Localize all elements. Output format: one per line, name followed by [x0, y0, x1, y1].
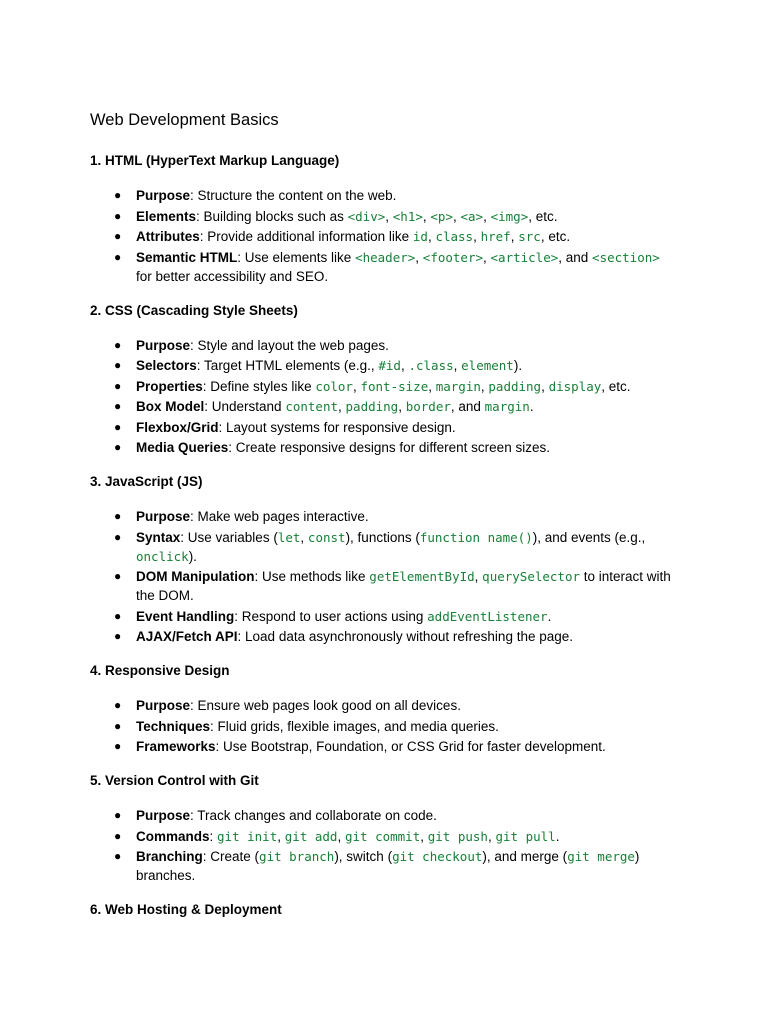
bullet-list — [90, 186, 678, 286]
section-heading: 6. Web Hosting & Deployment — [90, 902, 282, 917]
code-snippet: margin — [484, 399, 530, 414]
code-snippet: margin — [435, 378, 481, 394]
item-text: : Define styles like — [202, 378, 316, 394]
code-snippet: href — [480, 229, 511, 244]
code-snippet: git pull — [495, 828, 556, 844]
item-text: , — [483, 208, 491, 224]
term-label: Purpose — [136, 337, 191, 353]
bullet-icon: ● — [114, 529, 122, 544]
section-heading: 5. Version Control with Git — [90, 773, 259, 788]
code-snippet: querySelector — [482, 569, 581, 584]
code-snippet: <footer> — [422, 249, 484, 265]
bullet-icon: ● — [114, 739, 122, 753]
code-snippet: #id — [378, 358, 401, 373]
item-text: , — [480, 378, 489, 394]
term-label: Frameworks — [136, 739, 216, 754]
bullet-icon: ● — [114, 358, 122, 372]
item-text: , — [474, 569, 483, 584]
bullet-icon: ● — [114, 208, 122, 223]
item-text: ). — [513, 358, 523, 373]
code-snippet: <img> — [490, 208, 529, 224]
item-text: ), and merge ( — [482, 849, 568, 864]
bullet-icon: ● — [114, 337, 122, 352]
code-snippet: <p> — [430, 208, 453, 224]
item-text: , — [453, 358, 462, 373]
list-item — [90, 806, 678, 825]
code-snippet: git push — [427, 828, 488, 844]
code-snippet: git init — [217, 828, 278, 844]
item-text: , — [487, 828, 496, 844]
item-text: , etc. — [601, 378, 631, 394]
code-snippet: const — [307, 529, 346, 545]
code-snippet: <header> — [355, 249, 416, 265]
list-item — [90, 356, 678, 375]
code-snippet: function name() — [419, 529, 533, 545]
list-item — [90, 227, 678, 246]
item-text: : — [209, 828, 218, 844]
item-text: , — [510, 229, 519, 244]
code-snippet: padding — [488, 378, 542, 394]
code-snippet: git branch — [259, 849, 335, 864]
code-snippet: addEventListener — [427, 608, 548, 624]
item-text: to interact with the DOM. — [136, 569, 671, 603]
term-label: Flexbox/Grid — [136, 419, 219, 435]
item-text: , — [400, 358, 409, 373]
item-text: for better accessibility and SEO. — [136, 268, 329, 284]
item-text: : Create responsive designs for different screen sizes. — [228, 440, 550, 455]
item-text: , — [338, 399, 346, 414]
list-item — [90, 397, 678, 416]
code-snippet: border — [405, 399, 451, 414]
bullet-icon: ● — [114, 698, 122, 712]
term-label: Syntax — [136, 529, 181, 545]
bullet-icon: ● — [114, 229, 122, 243]
bullet-icon: ● — [114, 249, 122, 264]
code-snippet: <h1> — [392, 208, 423, 224]
document-title: Web Development Basics — [90, 111, 279, 129]
item-text: ), and events (e.g., — [532, 529, 646, 545]
list-item — [90, 207, 678, 226]
bullet-icon: ● — [114, 629, 122, 643]
code-snippet: <div> — [347, 208, 386, 224]
item-text: : Load data asynchronously without refreshing the page. — [237, 629, 574, 644]
item-text: : Style and layout the web pages. — [190, 337, 389, 353]
term-label: Purpose — [136, 698, 191, 713]
item-text: , etc. — [540, 229, 571, 244]
term-label: Properties — [136, 378, 203, 394]
item-text: . — [547, 608, 552, 624]
code-snippet: content — [285, 399, 338, 414]
item-text: , — [422, 208, 431, 224]
item-text: : Respond to user actions using — [234, 608, 428, 624]
code-snippet: class — [435, 229, 474, 244]
term-label: Elements — [136, 208, 197, 224]
list-item — [90, 847, 678, 885]
term-label: AJAX/Fetch API — [136, 629, 238, 644]
item-text: , — [352, 378, 361, 394]
bullet-icon: ● — [114, 399, 122, 413]
list-item — [90, 248, 678, 286]
code-snippet: color — [315, 378, 353, 394]
code-snippet: display — [548, 378, 602, 394]
code-snippet: let — [277, 529, 301, 545]
term-label: Media Queries — [136, 440, 229, 455]
item-text: , etc. — [528, 208, 558, 224]
term-label: Purpose — [136, 188, 191, 203]
item-text: : Understand — [204, 399, 286, 414]
term-label: Attributes — [136, 229, 200, 244]
list-item — [90, 607, 678, 626]
code-snippet: .class — [408, 358, 454, 373]
bullet-list — [90, 507, 678, 646]
section-heading: 4. Responsive Design — [90, 663, 230, 678]
item-text: , — [300, 529, 308, 545]
bullet-icon: ● — [114, 509, 122, 523]
list-item — [90, 438, 678, 457]
list-item — [90, 696, 678, 715]
document-body — [90, 152, 678, 919]
code-snippet: <section> — [592, 249, 660, 265]
item-text: , — [277, 828, 285, 844]
section-heading: 1. HTML (HyperText Markup Language) — [90, 153, 340, 168]
list-item — [90, 528, 678, 566]
bullet-list — [90, 336, 678, 458]
item-text: , and — [558, 249, 593, 265]
code-snippet: onclick — [136, 548, 189, 564]
list-item — [90, 336, 678, 355]
section-heading: 3. JavaScript (JS) — [90, 474, 203, 489]
item-text: , — [483, 249, 491, 265]
item-text: , and — [450, 399, 485, 414]
code-snippet: padding — [345, 399, 399, 414]
item-text: , — [415, 249, 423, 265]
item-text: : Ensure web pages look good on all devices. — [190, 698, 461, 713]
list-item — [90, 627, 678, 646]
term-label: Event Handling — [136, 608, 235, 624]
term-label: Purpose — [136, 509, 191, 524]
term-label: Purpose — [136, 808, 191, 823]
item-text: , — [385, 208, 393, 224]
bullet-icon: ● — [114, 808, 122, 822]
list-item — [90, 567, 678, 605]
item-text: , — [428, 378, 436, 394]
bullet-icon: ● — [114, 569, 122, 583]
item-text: : Use Bootstrap, Foundation, or CSS Grid for faster development. — [215, 739, 606, 754]
item-text: : Use methods like — [254, 569, 370, 584]
bullet-list — [90, 696, 678, 756]
item-text: ), switch ( — [334, 849, 393, 864]
item-text: : Create ( — [202, 849, 260, 864]
item-text: : Make web pages interactive. — [190, 509, 369, 524]
bullet-icon: ● — [114, 849, 122, 863]
code-snippet: <article> — [490, 249, 559, 265]
item-text: : Provide additional information like — [199, 229, 413, 244]
item-text: : Layout systems for responsive design. — [218, 419, 456, 435]
item-text: , — [473, 229, 481, 244]
item-text: : Structure the content on the web. — [190, 188, 397, 203]
bullet-icon: ● — [114, 188, 122, 202]
list-item — [90, 827, 678, 846]
list-item — [90, 377, 678, 396]
bullet-icon: ● — [114, 718, 122, 733]
code-snippet: id — [412, 229, 428, 244]
item-text: . — [555, 828, 560, 844]
list-item — [90, 717, 678, 736]
term-label: Box Model — [136, 399, 205, 414]
item-text: ). — [188, 548, 197, 564]
code-snippet: element — [461, 358, 514, 373]
item-text: : Use elements like — [237, 249, 356, 265]
term-label: Techniques — [136, 718, 211, 734]
term-label: Semantic HTML — [136, 249, 238, 265]
bullet-list — [90, 806, 678, 885]
item-text: , — [541, 378, 549, 394]
code-snippet: getElementById — [369, 569, 475, 584]
code-snippet: git add — [284, 828, 338, 844]
item-text: ) branches. — [136, 849, 640, 883]
item-text: . — [529, 399, 534, 414]
code-snippet: font-size — [360, 378, 429, 394]
item-text: , — [420, 828, 428, 844]
item-text: ), functions ( — [345, 529, 420, 545]
code-snippet: git checkout — [392, 849, 483, 864]
code-snippet: git merge — [567, 849, 635, 864]
item-text: , — [398, 399, 406, 414]
item-text: : Building blocks such as — [196, 208, 348, 224]
list-item — [90, 507, 678, 526]
code-snippet: git commit — [344, 828, 421, 844]
section-heading: 2. CSS (Cascading Style Sheets) — [90, 302, 298, 318]
term-label: Commands — [136, 828, 210, 844]
item-text: : Fluid grids, flexible images, and media queries. — [210, 718, 499, 734]
bullet-icon: ● — [114, 419, 122, 434]
code-snippet: <a> — [460, 208, 484, 224]
list-item — [90, 186, 678, 205]
list-item — [90, 737, 678, 756]
term-label: Selectors — [136, 358, 197, 373]
item-text: : Track changes and collaborate on code. — [190, 808, 437, 823]
item-text: , — [427, 229, 436, 244]
item-text: , — [452, 208, 461, 224]
bullet-icon: ● — [114, 378, 122, 393]
item-text: : Use variables ( — [180, 529, 278, 545]
item-text: , — [337, 828, 345, 844]
bullet-icon: ● — [114, 608, 122, 623]
list-item — [90, 418, 678, 437]
bullet-icon: ● — [114, 440, 122, 454]
term-label: Branching — [136, 849, 203, 864]
term-label: DOM Manipulation — [136, 569, 255, 584]
code-snippet: src — [518, 229, 541, 244]
item-text: : Target HTML elements (e.g., — [196, 358, 379, 373]
bullet-icon: ● — [114, 828, 122, 843]
